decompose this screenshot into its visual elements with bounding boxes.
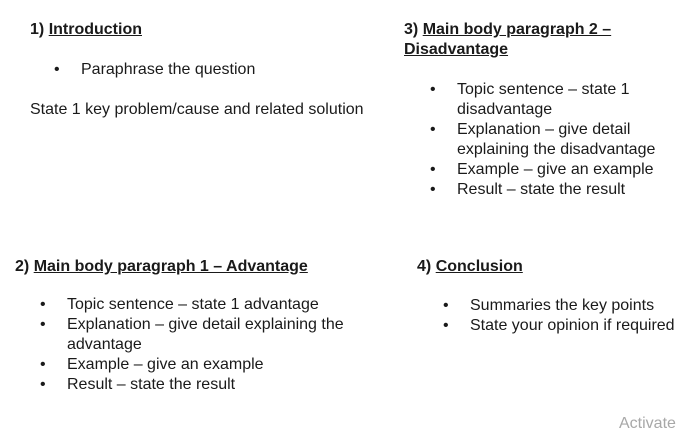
activate-watermark: Activate <box>619 415 676 432</box>
introduction-section <box>30 20 400 120</box>
body-paragraph-2-title: Main body paragraph 2 – Disadvantage <box>404 21 612 58</box>
list-item: • Result – state the result <box>67 375 352 395</box>
list-item: • State your opinion if required <box>470 316 695 336</box>
body-paragraph-1-title: Main body paragraph 1 – Advantage <box>33 258 308 275</box>
list-item: • Topic sentence – state 1 disadvantage <box>457 80 687 120</box>
body-paragraph-2-list <box>457 80 687 200</box>
body-paragraph-1-section <box>15 257 375 395</box>
list-item: • Summaries the key points <box>470 296 695 316</box>
conclusion-title: Conclusion <box>435 258 523 275</box>
introduction-heading <box>30 20 400 40</box>
body-paragraph-1-list <box>67 295 352 395</box>
list-item: • Result – state the result <box>457 180 687 200</box>
list-item: • Paraphrase the question <box>81 60 400 80</box>
list-item: • Example – give an example <box>67 355 352 375</box>
conclusion-section <box>417 257 695 336</box>
introduction-title: Introduction <box>48 21 142 38</box>
body-paragraph-2-section <box>404 20 694 200</box>
introduction-list <box>81 60 400 80</box>
conclusion-list <box>470 296 695 336</box>
list-item: • Example – give an example <box>457 160 687 180</box>
conclusion-number: 4) <box>417 258 432 275</box>
list-item: • Topic sentence – state 1 advantage <box>67 295 352 315</box>
introduction-number: 1) <box>30 21 45 38</box>
list-item: • Explanation – give detail explaining the advantage <box>67 315 352 355</box>
list-item: • Explanation – give detail explaining the disadvantage <box>457 120 687 160</box>
body-paragraph-1-heading <box>15 257 375 277</box>
body-paragraph-1-number: 2) <box>15 258 30 275</box>
introduction-note: State 1 key problem/cause and related solution <box>30 101 364 118</box>
body-paragraph-2-number: 3) <box>404 21 419 38</box>
conclusion-heading <box>417 257 695 277</box>
body-paragraph-2-heading <box>404 20 694 60</box>
